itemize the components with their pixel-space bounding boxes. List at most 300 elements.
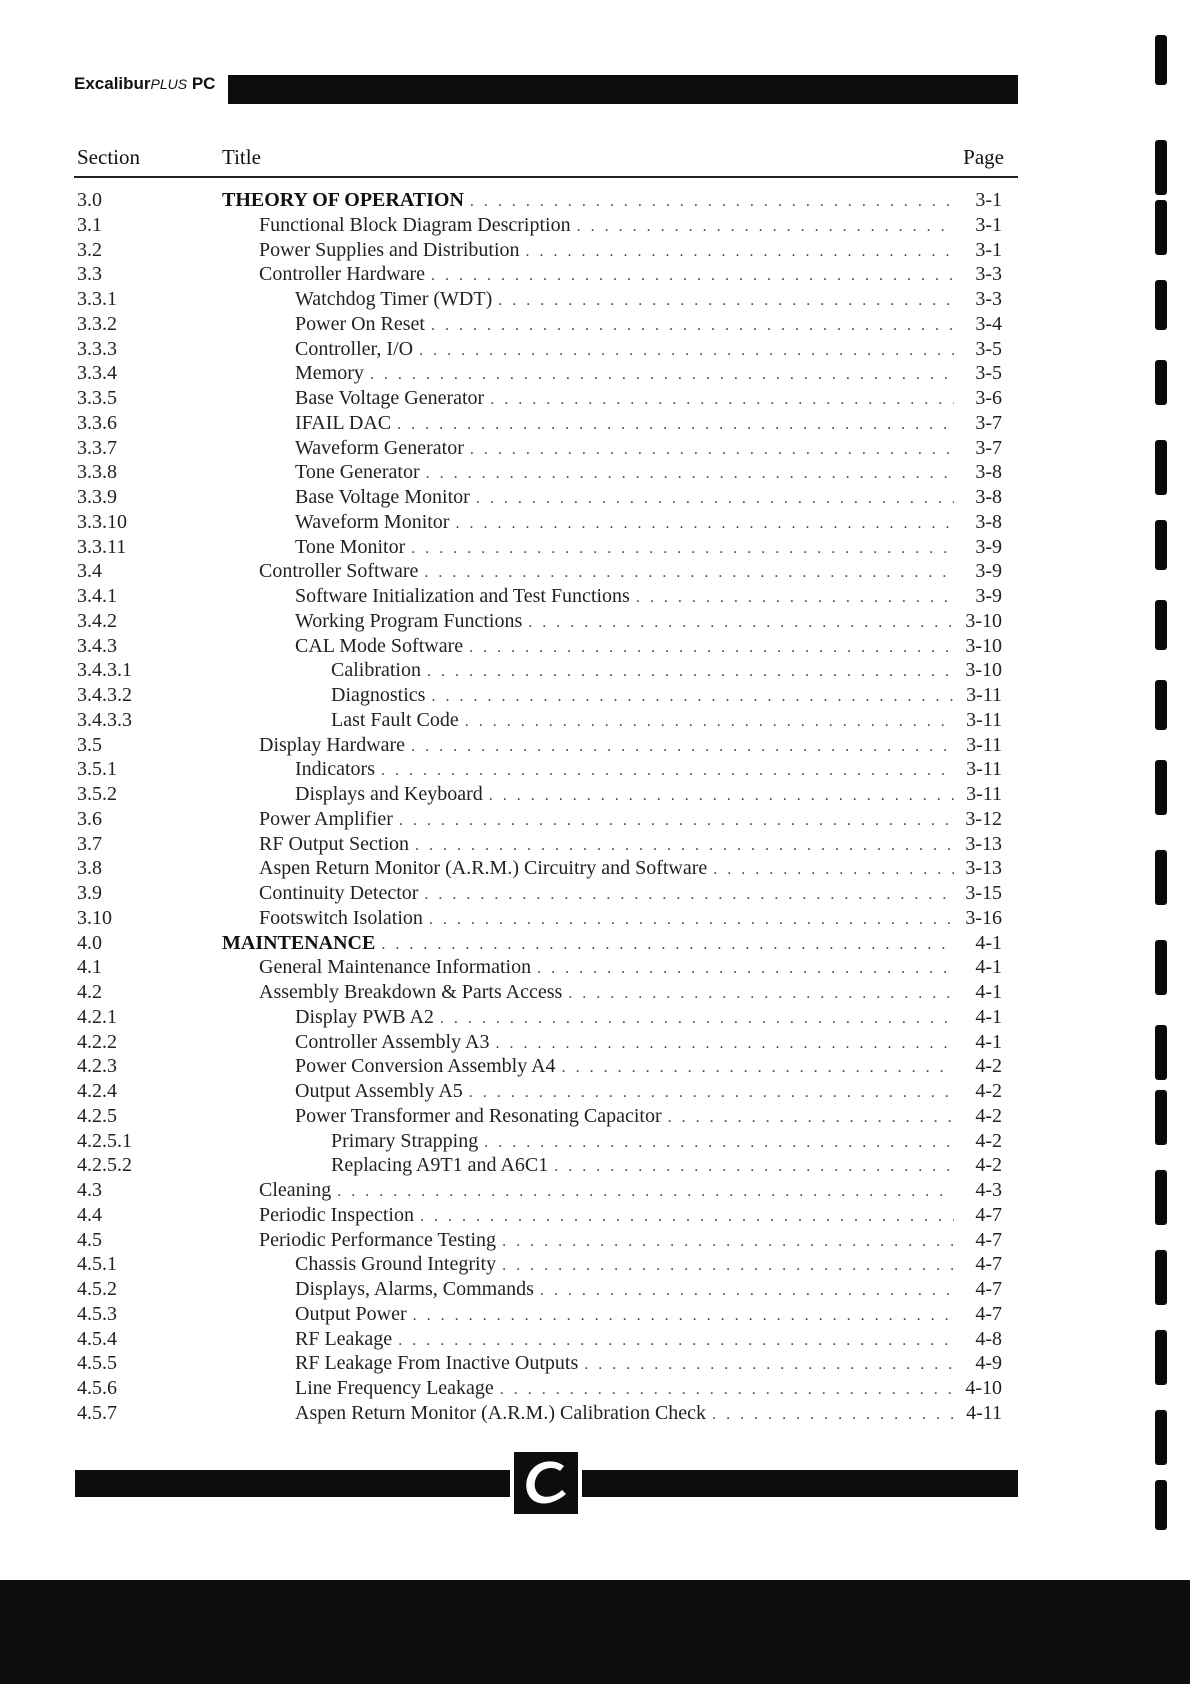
toc-title: Last Fault Code: [331, 708, 459, 731]
toc-title: Base Voltage Monitor: [295, 486, 470, 508]
toc-title: Output Assembly A5: [295, 1080, 463, 1102]
toc-page-number: 3-9: [975, 560, 1002, 583]
toc-section-number: 3.3.10: [77, 510, 127, 533]
toc-row: [0, 559, 1190, 584]
toc-row: [0, 238, 1190, 263]
toc-title-line: [295, 1277, 954, 1304]
toc-title-line: [295, 757, 954, 784]
toc-section-number: 4.5.5: [77, 1352, 117, 1375]
toc-section-number: 4.2.4: [77, 1080, 117, 1102]
toc-row: [0, 1327, 1190, 1352]
toc-title: Aspen Return Monitor (A.R.M.) Circuitry and Software: [259, 857, 708, 880]
toc-dot-leader: [399, 809, 954, 834]
toc-page-number: 4-1: [975, 956, 1002, 979]
toc-page-number: 3-11: [966, 684, 1002, 706]
toc-dot-leader: [419, 339, 954, 364]
toc-title-line: [259, 733, 954, 760]
logo-c-icon: [514, 1452, 578, 1514]
toc-title-line: [295, 584, 954, 611]
toc-page-number: 4-10: [965, 1377, 1002, 1399]
toc-page-number: 3-1: [975, 238, 1002, 261]
toc-section-number: 4.2.1: [77, 1005, 117, 1028]
toc-dot-leader: [431, 264, 954, 289]
toc-row: [0, 1351, 1190, 1376]
toc-page-number: 3-3: [975, 288, 1002, 310]
toc-page-number: 3-11: [966, 733, 1002, 756]
toc-dot-leader: [489, 784, 954, 809]
toc-title-line: [259, 213, 954, 240]
toc-section-number: 3.4.2: [77, 609, 117, 632]
toc-title: Continuity Detector: [259, 882, 419, 904]
toc-section-number: 3.3.11: [77, 535, 127, 558]
toc-row: [0, 733, 1190, 758]
toc-page-number: 3-1: [975, 189, 1002, 211]
toc-section-number: 3.3.9: [77, 486, 117, 508]
toc-row: [0, 337, 1190, 362]
toc-row: [0, 262, 1190, 287]
toc-title: Controller Software: [259, 560, 419, 583]
toc-dot-leader: [528, 611, 954, 636]
toc-title-line: [222, 188, 954, 215]
toc-section-number: 3.4.3.1: [77, 659, 132, 682]
toc-section-number: 4.2: [77, 981, 102, 1003]
toc-dot-leader: [498, 289, 954, 314]
toc-section-number: 3.3.6: [77, 411, 117, 434]
toc-title: Line Frequency Leakage: [295, 1377, 494, 1399]
toc-dot-leader: [413, 1304, 954, 1329]
toc-title: Power On Reset: [295, 312, 425, 335]
binding-hole: [1155, 1480, 1167, 1530]
toc-row: [0, 931, 1190, 956]
toc-row: [0, 1129, 1190, 1154]
binding-hole: [1155, 280, 1167, 330]
toc-title-line: [295, 386, 954, 413]
brand-plus: PLUS: [150, 76, 188, 92]
toc-row: [0, 287, 1190, 312]
toc-page-number: 4-7: [975, 1253, 1002, 1276]
toc-page-number: 4-1: [975, 931, 1002, 954]
toc-title-line: [295, 312, 954, 339]
toc-row: [0, 1079, 1190, 1104]
toc-dot-leader: [431, 314, 954, 339]
toc-row: [0, 1376, 1190, 1401]
binding-hole: [1155, 520, 1167, 570]
toc-page-number: 4-7: [975, 1228, 1002, 1251]
table-of-contents: [0, 188, 1190, 1426]
toc-title: Display PWB A2: [295, 1005, 434, 1028]
toc-title-line: [259, 238, 954, 265]
toc-section-number: 4.5: [77, 1228, 102, 1251]
toc-title-line: [295, 1054, 954, 1081]
toc-page-number: 3-1: [975, 213, 1002, 236]
toc-dot-leader: [465, 710, 954, 735]
toc-dot-leader: [424, 561, 954, 586]
toc-section-number: 4.1: [77, 956, 102, 979]
binding-hole: [1155, 1025, 1167, 1080]
toc-page-number: 4-7: [975, 1302, 1002, 1325]
toc-row: [0, 1203, 1190, 1228]
binding-hole: [1155, 600, 1167, 650]
toc-dot-leader: [562, 1056, 954, 1081]
toc-page-number: 4-7: [975, 1203, 1002, 1226]
toc-dot-leader: [381, 933, 954, 958]
header-divider: [74, 176, 1018, 178]
toc-title: Assembly Breakdown & Parts Access: [259, 981, 563, 1003]
column-header-page: Page: [963, 145, 1004, 169]
toc-title-line: [259, 1203, 954, 1230]
toc-title-line: [295, 634, 954, 661]
toc-section-number: 4.5.2: [77, 1278, 117, 1300]
toc-section-number: 3.4.3.2: [77, 684, 132, 706]
toc-dot-leader: [484, 1131, 954, 1156]
toc-page-number: 3-15: [965, 882, 1002, 904]
toc-title-line: [259, 955, 954, 982]
header-brand: [74, 74, 215, 94]
toc-title: CAL Mode Software: [295, 634, 464, 657]
toc-dot-leader: [554, 1155, 954, 1180]
toc-page-number: 4-1: [975, 1030, 1002, 1053]
toc-title: Base Voltage Generator: [295, 387, 485, 409]
brand-pc: PC: [187, 74, 216, 93]
toc-title-line: [295, 510, 954, 537]
toc-title: Controller Assembly A3: [295, 1030, 490, 1053]
toc-row: [0, 1178, 1190, 1203]
toc-page-number: 3-11: [966, 758, 1002, 781]
binding-hole: [1155, 940, 1167, 995]
toc-title-line: [295, 1104, 954, 1131]
toc-dot-leader: [668, 1106, 954, 1131]
toc-row: [0, 510, 1190, 535]
toc-title-line: [259, 262, 954, 289]
toc-title-line: [259, 1228, 954, 1255]
toc-row: [0, 436, 1190, 461]
binding-hole: [1155, 850, 1167, 905]
toc-section-number: 3.4.3.3: [77, 708, 132, 731]
toc-row: [0, 906, 1190, 931]
toc-dot-leader: [415, 834, 954, 859]
toc-row: [0, 683, 1190, 708]
toc-row: [0, 1030, 1190, 1055]
toc-title-line: [259, 980, 954, 1007]
toc-page-number: 3-9: [975, 535, 1002, 558]
toc-title: Periodic Inspection: [259, 1203, 414, 1226]
toc-title: Primary Strapping: [331, 1129, 479, 1152]
toc-section-number: 3.4: [77, 560, 102, 583]
toc-dot-leader: [540, 1279, 954, 1304]
toc-title: Output Power: [295, 1302, 407, 1325]
toc-title: Power Amplifier: [259, 807, 393, 830]
toc-section-number: 3.3.4: [77, 362, 117, 385]
toc-section-number: 4.5.3: [77, 1302, 117, 1325]
toc-row: [0, 980, 1190, 1005]
toc-title-line: [259, 1178, 954, 1205]
toc-page-number: 3-13: [965, 832, 1002, 855]
toc-section-number: 4.2.3: [77, 1055, 117, 1078]
brand-name: Excalibur: [74, 74, 151, 93]
toc-dot-leader: [398, 1329, 954, 1354]
toc-title: Working Program Functions: [295, 609, 523, 632]
toc-title: Footswitch Isolation: [259, 906, 423, 929]
toc-title-line: [295, 460, 954, 487]
toc-page-number: 3-10: [965, 659, 1002, 682]
toc-section-number: 4.2.5.2: [77, 1154, 132, 1177]
toc-section-number: 4.3: [77, 1179, 102, 1201]
binding-hole: [1155, 1330, 1167, 1385]
toc-section-number: 4.5.4: [77, 1327, 117, 1350]
column-header-title: Title: [222, 145, 261, 169]
binding-hole: [1155, 200, 1167, 255]
toc-title: Controller Hardware: [259, 263, 426, 286]
toc-section-number: 3.5.2: [77, 783, 117, 805]
toc-section-number: 3.4.3: [77, 634, 117, 657]
header-bar: [228, 75, 1018, 104]
toc-title-line: [259, 832, 954, 859]
toc-title: RF Leakage: [295, 1327, 393, 1350]
toc-page-number: 3-11: [966, 708, 1002, 731]
toc-title: Indicators: [295, 758, 375, 781]
toc-row: [0, 1054, 1190, 1079]
toc-row: [0, 832, 1190, 857]
toc-title-line: [295, 1302, 954, 1329]
toc-dot-leader: [537, 957, 954, 982]
toc-page-number: 4-1: [975, 981, 1002, 1003]
toc-dot-leader: [636, 586, 954, 611]
toc-dot-leader: [455, 512, 954, 537]
toc-section-number: 3.4.1: [77, 585, 117, 607]
toc-dot-leader: [370, 363, 954, 388]
toc-row: [0, 757, 1190, 782]
toc-row: [0, 535, 1190, 560]
toc-page-number: 3-8: [975, 461, 1002, 484]
toc-title: Displays, Alarms, Commands: [295, 1278, 534, 1300]
toc-title-line: [295, 1252, 954, 1279]
toc-page-number: 3-3: [975, 263, 1002, 286]
toc-title-line: [331, 1129, 954, 1156]
toc-row: [0, 955, 1190, 980]
toc-row: [0, 1277, 1190, 1302]
toc-page-number: 3-5: [975, 337, 1002, 360]
toc-section-number: 3.7: [77, 832, 102, 855]
toc-dot-leader: [584, 1353, 954, 1378]
toc-title-line: [295, 1401, 954, 1428]
toc-title: Displays and Keyboard: [295, 783, 483, 805]
toc-title-line: [295, 1376, 954, 1403]
toc-page-number: 4-2: [975, 1055, 1002, 1078]
toc-row: [0, 658, 1190, 683]
toc-row: [0, 609, 1190, 634]
toc-title-line: [222, 931, 954, 958]
toc-row: [0, 782, 1190, 807]
toc-section-number: 3.3: [77, 263, 102, 286]
toc-row: [0, 1005, 1190, 1030]
toc-row: [0, 213, 1190, 238]
toc-row: [0, 460, 1190, 485]
toc-dot-leader: [381, 759, 954, 784]
toc-page-number: 3-7: [975, 411, 1002, 434]
toc-page-number: 3-10: [965, 609, 1002, 632]
toc-page-number: 3-16: [965, 906, 1002, 929]
toc-title: Tone Monitor: [295, 535, 406, 558]
toc-page-number: 4-8: [975, 1327, 1002, 1350]
binding-hole: [1155, 35, 1167, 85]
toc-title: THEORY OF OPERATION: [222, 189, 464, 211]
toc-row: [0, 807, 1190, 832]
toc-dot-leader: [426, 462, 954, 487]
toc-title-line: [259, 807, 954, 834]
toc-dot-leader: [337, 1180, 954, 1205]
toc-page-number: 4-2: [975, 1154, 1002, 1177]
toc-title-line: [295, 436, 954, 463]
toc-title-line: [331, 683, 954, 710]
toc-title-line: [295, 1327, 954, 1354]
toc-row: [0, 386, 1190, 411]
binding-hole: [1155, 140, 1167, 195]
toc-dot-leader: [411, 735, 954, 760]
toc-row: [0, 1153, 1190, 1178]
toc-row: [0, 411, 1190, 436]
toc-title: Cleaning: [259, 1179, 332, 1201]
toc-page-number: 3-8: [975, 510, 1002, 533]
toc-section-number: 3.3.1: [77, 288, 117, 310]
toc-title-line: [295, 535, 954, 562]
toc-dot-leader: [470, 438, 954, 463]
toc-dot-leader: [429, 908, 954, 933]
toc-title: Software Initialization and Test Functions: [295, 585, 630, 607]
toc-section-number: 3.0: [77, 189, 102, 211]
toc-row: [0, 1228, 1190, 1253]
toc-title: Power Conversion Assembly A4: [295, 1055, 556, 1078]
toc-dot-leader: [420, 1205, 954, 1230]
toc-row: [0, 856, 1190, 881]
toc-section-number: 3.5: [77, 733, 102, 756]
toc-title-line: [331, 1153, 954, 1180]
toc-dot-leader: [568, 982, 954, 1007]
toc-title: Waveform Generator: [295, 436, 464, 459]
toc-dot-leader: [526, 240, 954, 265]
toc-title-line: [331, 708, 954, 735]
toc-title-line: [295, 782, 954, 809]
binding-hole: [1155, 360, 1167, 405]
toc-page-number: 4-1: [975, 1005, 1002, 1028]
binding-hole: [1155, 1410, 1167, 1465]
toc-title: Watchdog Timer (WDT): [295, 288, 493, 310]
binding-hole: [1155, 1090, 1167, 1145]
toc-section-number: 4.4: [77, 1203, 102, 1226]
toc-title-line: [295, 337, 954, 364]
toc-title: MAINTENANCE: [222, 931, 376, 954]
bottom-scan-band: [0, 1580, 1190, 1684]
toc-dot-leader: [470, 190, 954, 215]
toc-dot-leader: [411, 537, 954, 562]
toc-page-number: 3-4: [975, 312, 1002, 335]
toc-page-number: 4-9: [975, 1352, 1002, 1375]
toc-section-number: 3.6: [77, 807, 102, 830]
toc-page-number: 3-13: [965, 857, 1002, 880]
toc-dot-leader: [469, 1081, 954, 1106]
toc-section-number: 3.8: [77, 857, 102, 880]
toc-title: Functional Block Diagram Description: [259, 213, 571, 236]
toc-section-number: 3.3.5: [77, 387, 117, 409]
toc-row: [0, 634, 1190, 659]
toc-row: [0, 312, 1190, 337]
toc-page-number: 4-7: [975, 1278, 1002, 1300]
toc-title-line: [259, 881, 954, 908]
toc-section-number: 3.10: [77, 906, 112, 929]
toc-section-number: 4.2.5: [77, 1104, 117, 1127]
toc-dot-leader: [427, 660, 954, 685]
binding-hole: [1155, 1250, 1167, 1305]
toc-page-number: 3-6: [975, 387, 1002, 409]
toc-section-number: 3.9: [77, 882, 102, 904]
toc-title: Power Supplies and Distribution: [259, 238, 520, 261]
toc-dot-leader: [712, 1403, 954, 1428]
toc-row: [0, 881, 1190, 906]
toc-title: Aspen Return Monitor (A.R.M.) Calibration Check: [295, 1401, 707, 1424]
toc-section-number: 3.2: [77, 238, 102, 261]
toc-dot-leader: [502, 1230, 954, 1255]
toc-page-number: 3-7: [975, 436, 1002, 459]
toc-page-number: 3-5: [975, 362, 1002, 385]
toc-title-line: [295, 1005, 954, 1032]
toc-dot-leader: [397, 413, 954, 438]
toc-dot-leader: [500, 1378, 954, 1403]
toc-title: Calibration: [331, 659, 421, 682]
toc-dot-leader: [490, 388, 954, 413]
toc-title: Memory: [295, 362, 364, 385]
toc-title-line: [259, 906, 954, 933]
toc-section-number: 4.5.7: [77, 1401, 117, 1424]
toc-title: Diagnostics: [331, 684, 426, 706]
toc-dot-leader: [577, 215, 954, 240]
toc-row: [0, 1252, 1190, 1277]
toc-row: [0, 1401, 1190, 1426]
toc-dot-leader: [431, 685, 954, 710]
toc-title: Display Hardware: [259, 733, 406, 756]
toc-section-number: 4.0: [77, 931, 102, 954]
toc-page-number: 4-2: [975, 1104, 1002, 1127]
company-logo: [510, 1448, 582, 1518]
toc-section-number: 3.3.2: [77, 312, 117, 335]
toc-page-number: 4-3: [975, 1179, 1002, 1201]
toc-page-number: 4-2: [975, 1129, 1002, 1152]
toc-title: Power Transformer and Resonating Capacitor: [295, 1104, 662, 1127]
binding-hole: [1155, 760, 1167, 815]
toc-dot-leader: [469, 636, 954, 661]
toc-title-line: [295, 485, 954, 512]
toc-title-line: [295, 287, 954, 314]
toc-title-line: [295, 1079, 954, 1106]
toc-title-line: [295, 1351, 954, 1378]
toc-row: [0, 485, 1190, 510]
toc-dot-leader: [440, 1007, 954, 1032]
toc-page-number: 3-8: [975, 486, 1002, 508]
toc-title: Replacing A9T1 and A6C1: [331, 1154, 549, 1177]
toc-row: [0, 361, 1190, 386]
toc-page-number: 4-2: [975, 1080, 1002, 1102]
toc-title-line: [295, 361, 954, 388]
toc-dot-leader: [424, 883, 954, 908]
toc-page-number: 3-9: [975, 585, 1002, 607]
toc-title-line: [331, 658, 954, 685]
toc-title-line: [259, 856, 954, 883]
binding-hole: [1155, 680, 1167, 730]
toc-page-number: 3-10: [965, 634, 1002, 657]
toc-page-number: 3-12: [965, 807, 1002, 830]
toc-title: Controller, I/O: [295, 337, 414, 360]
toc-title: Periodic Performance Testing: [259, 1228, 497, 1251]
toc-row: [0, 584, 1190, 609]
toc-title-line: [295, 609, 954, 636]
